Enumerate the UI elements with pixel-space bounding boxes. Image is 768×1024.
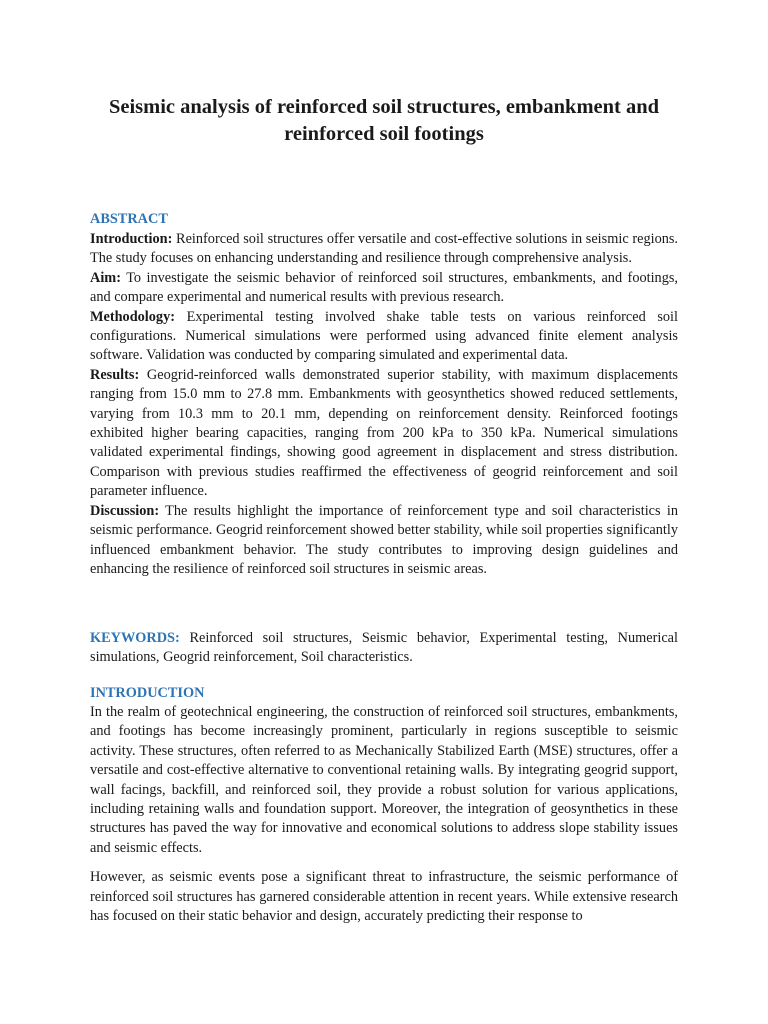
introduction-paragraph: In the realm of geotechnical engineering, the construction of reinforced soil structures, embankments, and footings has become increasingly prominent, particularly in regions susceptible to seismic activity. These structures, often referred to as Mechanically Stabilized Earth (MSE) structures, offer a versatile and cost-effective alternative to conventional retaining walls. By integrating geogrid support, wall facings, backfill, and reinforced soil, they provide a robust solution for various applications, including retaining walls and foundation support. Moreover, the integration of geosynthetics in these structures has paved the way for innovative and economical solutions to address slope stability issues and seismic effects. [90, 704, 678, 856]
abstract-discussion-text: The results highlight the importance of reinforcement type and soil characteristics in seismic performance. Geogrid reinforcement showed better stability, while soil properties significantly influenced embankment behavior. The study contributes to improving design guidelines and enhancing the resilience of reinforced soil structures in seismic areas. [90, 502, 678, 577]
introduction-body [90, 703, 678, 926]
abstract-methodology-text: Experimental testing involved shake table tests on various reinforced soil configurations. Numerical simulations were performed using advanced finite element analysis software. Validation was conducted by comparing simulated and experimental data. [90, 308, 678, 364]
abstract-body [90, 230, 678, 579]
abstract-introduction [90, 230, 678, 269]
keywords-text: Reinforced soil structures, Seismic behavior, Experimental testing, Numerical simulations, Geogrid reinforcement, Soil characteristics. [90, 630, 678, 666]
abstract-methodology [90, 308, 678, 366]
abstract-heading: ABSTRACT [90, 211, 168, 227]
abstract-aim-text: To investigate the seismic behavior of reinforced soil structures, embankments, and footings, and compare experimental and numerical results with previous research. [90, 269, 678, 306]
keywords-label: KEYWORDS: [90, 630, 180, 646]
abstract-introduction-text: Reinforced soil structures offer versatile and cost-effective solutions in seismic regions. The study focuses on enhancing understanding and resilience through comprehensive analysis. [90, 231, 678, 267]
keywords [90, 629, 678, 668]
abstract-discussion [90, 502, 678, 580]
abstract-methodology-label: Methodology: [90, 308, 175, 325]
abstract-aim [90, 269, 678, 308]
abstract-introduction-label: Introduction: [90, 231, 173, 247]
abstract-aim-label: Aim: [90, 269, 121, 286]
abstract-results [90, 366, 678, 502]
abstract-results-label: Results: [90, 366, 140, 383]
abstract-results-text: Geogrid-reinforced walls demonstrated superior stability, with maximum displacements ranging from 15.0 mm to 27.8 mm. Embankments with geosynthetics showed reduced settlements, varying from 10.3 mm to 20.1 mm, depending on reinforcement density. Reinforced footings exhibited higher bearing capacities, ranging from 200 kPa to 350 kPa. Numerical simulations validated experimental findings, showing good agreement in displacement and stress distribution. Comparison with previous studies reaffirmed the effectiveness of geogrid reinforcement and soil parameter influence. [90, 366, 678, 500]
introduction-paragraph: However, as seismic events pose a significant threat to infrastructure, the seismic performance of reinforced soil structures has garnered considerable attention in recent years. While extensive research has focused on their static behavior and design, accurately predicting their response to [90, 869, 678, 925]
abstract-discussion-label: Discussion: [90, 502, 160, 519]
paper-title: Seismic analysis of reinforced soil structures, embankment and reinforced soil footings [108, 96, 660, 145]
introduction-heading: INTRODUCTION [90, 685, 205, 701]
